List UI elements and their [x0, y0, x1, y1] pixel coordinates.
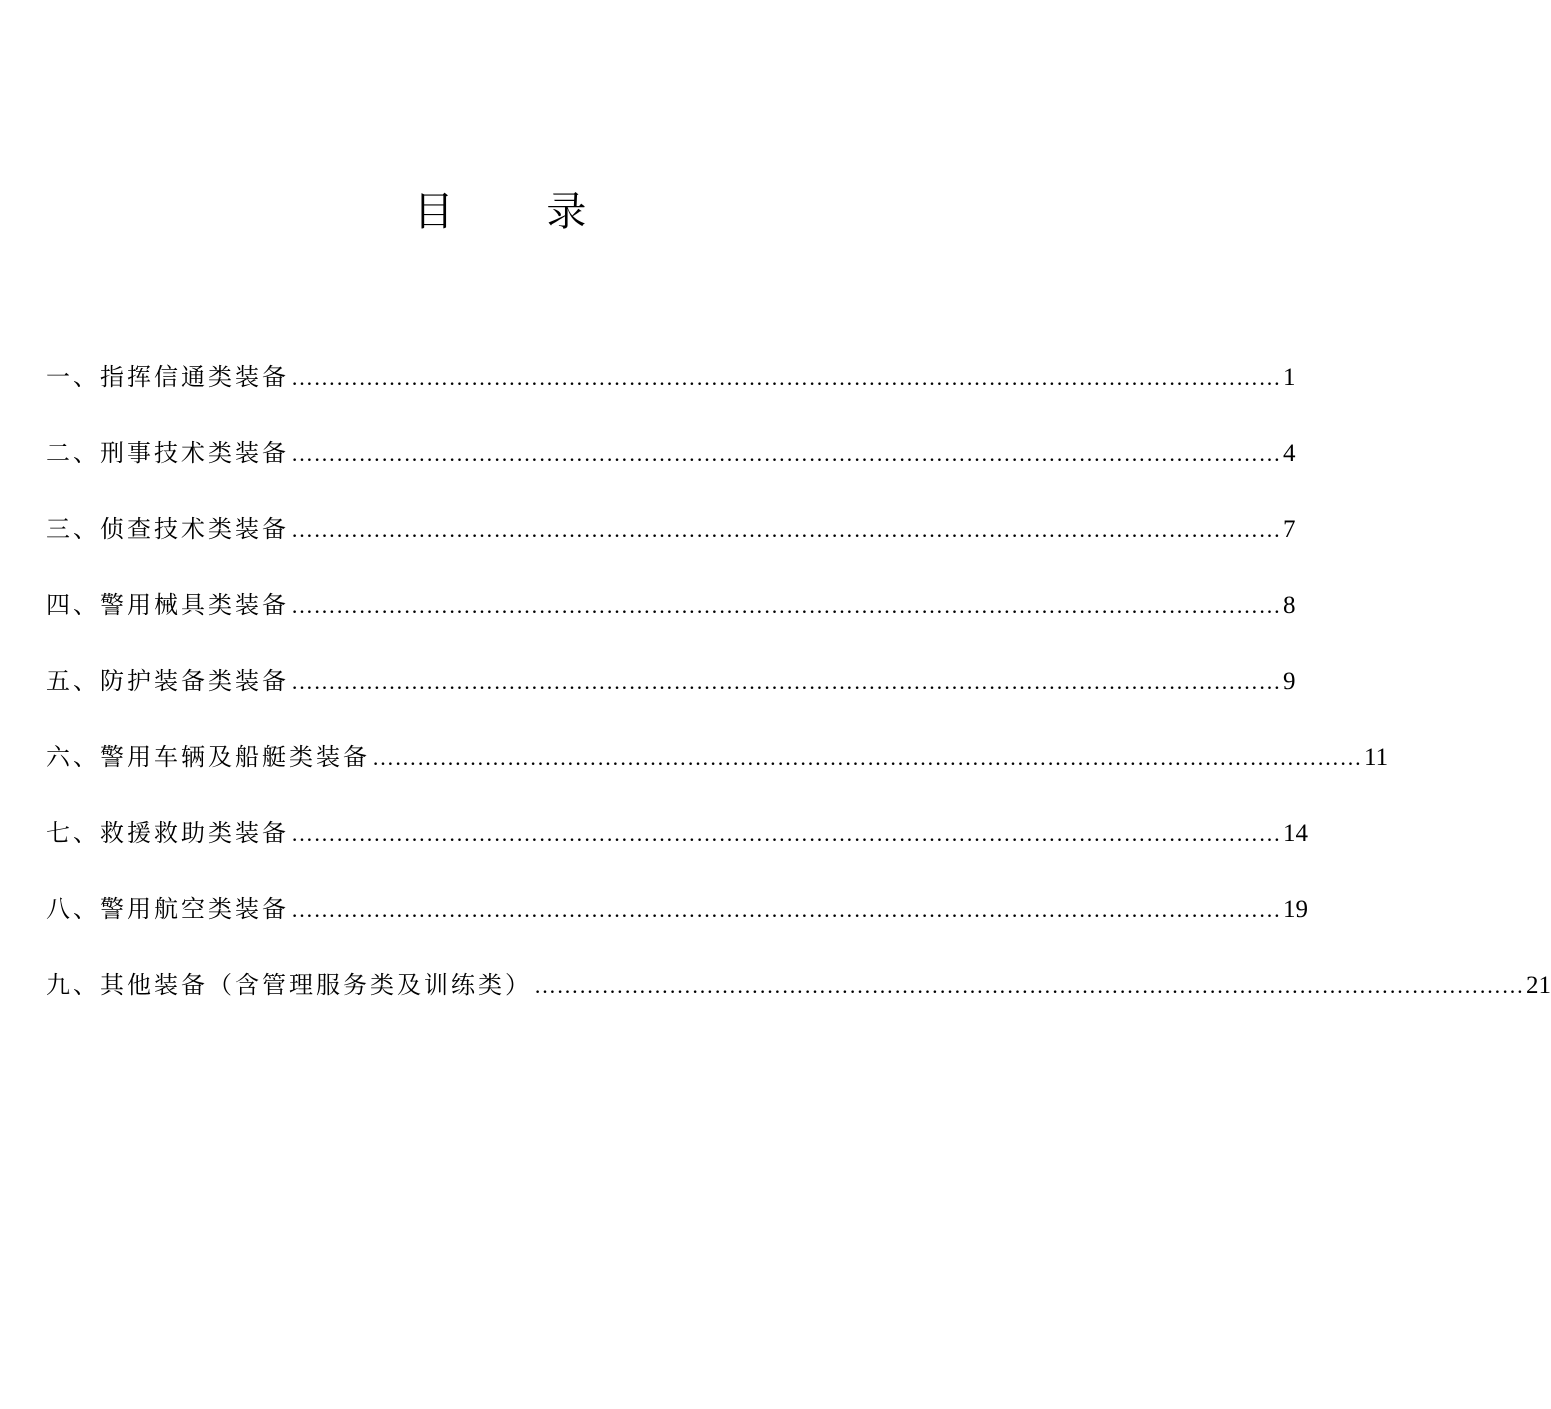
toc-entry[interactable] [46, 734, 1389, 810]
toc-page-number: 11 [1364, 744, 1389, 771]
toc-dot-leader: …………………………………………………………………………………………………………………… [291, 897, 1281, 922]
toc-page-number: 9 [1283, 668, 1296, 695]
toc-page-number: 21 [1526, 972, 1551, 999]
toc-entry[interactable] [46, 430, 1296, 506]
toc-dot-leader: …………………………………………………………………………………………………………………… [291, 669, 1281, 694]
toc-entry-label: 八、警用航空类装备 [46, 895, 289, 923]
toc-page-number: 8 [1283, 592, 1296, 619]
toc-dot-leader: …………………………………………………………………………………………………………………… [534, 973, 1524, 998]
toc-entry[interactable] [46, 582, 1296, 658]
toc-dot-leader: …………………………………………………………………………………………………………………… [372, 745, 1362, 770]
toc-page-number: 7 [1283, 516, 1296, 543]
toc-title: 目 录 [413, 189, 627, 235]
toc-entry-label: 六、警用车辆及船艇类装备 [46, 743, 370, 771]
toc-dot-leader: …………………………………………………………………………………………………………………… [291, 821, 1281, 846]
toc-page-number: 19 [1283, 896, 1308, 923]
toc-entry[interactable] [46, 354, 1296, 430]
toc-entry[interactable] [46, 962, 1551, 1038]
toc-dot-leader: …………………………………………………………………………………………………………………… [291, 365, 1281, 390]
toc-page-number: 14 [1283, 820, 1308, 847]
toc-entry-label: 九、其他装备（含管理服务类及训练类） [46, 971, 532, 999]
toc-dot-leader: …………………………………………………………………………………………………………………… [291, 441, 1281, 466]
toc-entry-label: 二、刑事技术类装备 [46, 439, 289, 467]
toc-entry-label: 五、防护装备类装备 [46, 667, 289, 695]
toc-page-number: 1 [1283, 364, 1296, 391]
toc-entry-label: 四、警用械具类装备 [46, 591, 289, 619]
toc-entry[interactable] [46, 886, 1308, 962]
toc-entry-label: 三、侦查技术类装备 [46, 515, 289, 543]
toc-page-number: 4 [1283, 440, 1296, 467]
toc-dot-leader: …………………………………………………………………………………………………………………… [291, 517, 1281, 542]
toc-entry-label: 七、救援救助类装备 [46, 819, 289, 847]
toc-entry-label: 一、指挥信通类装备 [46, 363, 289, 391]
toc-entry[interactable] [46, 810, 1308, 886]
toc-entry[interactable] [46, 658, 1296, 734]
toc-list [46, 354, 1551, 1038]
toc-dot-leader: …………………………………………………………………………………………………………………… [291, 593, 1281, 618]
toc-entry[interactable] [46, 506, 1296, 582]
